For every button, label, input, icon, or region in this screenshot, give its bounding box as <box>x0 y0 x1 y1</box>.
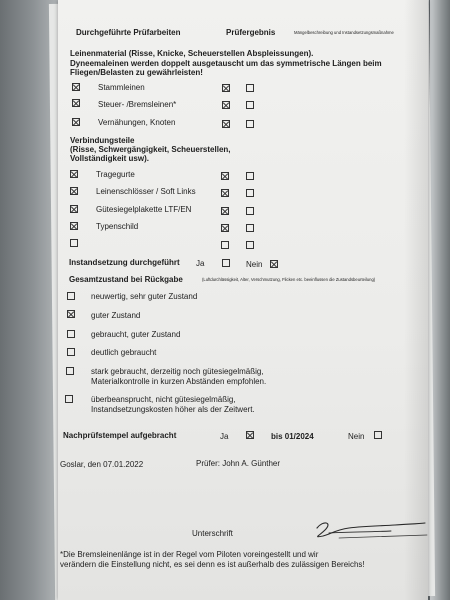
checkbox-stammleinen-ok[interactable] <box>222 84 230 92</box>
checkbox-steuerleinen-pruefung[interactable] <box>72 99 80 107</box>
checkbox-leinenschloesser-ok[interactable] <box>221 189 229 197</box>
section-title-leinenmaterial: Leinenmaterial (Risse, Knicke, Scheuerstellen Abspleissungen). <box>70 49 314 58</box>
checkbox-instandsetzung-nein[interactable] <box>270 260 278 268</box>
item-label-leinenschloesser: Leinenschlösser / Soft Links <box>96 187 196 196</box>
checkbox-leer-pruefung[interactable] <box>70 239 78 247</box>
option-label-stark-gebraucht-line-2: Materialkontrolle in kurzen Abständen empfohlen. <box>91 377 267 386</box>
checkbox-tragegurte-pruefung[interactable] <box>70 170 78 178</box>
checkbox-guetesiegel-ok[interactable] <box>221 207 229 215</box>
checkbox-zustand-gebraucht-gut[interactable] <box>67 330 75 338</box>
checkbox-zustand-ueberbeansprucht[interactable] <box>65 395 73 403</box>
footnote-line-1: *Die Bremsleinenlänge ist in der Regel vom Piloten voreingestellt und wir <box>60 550 319 559</box>
checkbox-typenschild-ok[interactable] <box>221 224 229 232</box>
header-durchgefuehrte-pruefarbeiten: Durchgeführte Prüfarbeiten <box>76 28 181 37</box>
header-pruefergebnis: Prüfergebnis <box>226 28 276 37</box>
checkbox-leinenschloesser-pruefung[interactable] <box>70 187 78 195</box>
checkbox-steuerleinen-nicht-ok[interactable] <box>246 101 254 109</box>
leinen-note-line-2: Fliegen/Belasten zu gewährleisten! <box>70 68 203 77</box>
item-label-steuerleinen: Steuer- /Bremsleinen* <box>98 100 177 109</box>
checkbox-stempel-ja[interactable] <box>246 431 254 439</box>
item-label-vernaehungen: Vernähungen, Knoten <box>98 118 176 127</box>
checkbox-zustand-gut[interactable] <box>67 310 75 318</box>
gesamtzustand-note: (Luftdurchlässigkeit, Alter, Verschmutzung, Flicken etc. beeinflussen die Zustandsbeurteilung) <box>202 277 376 282</box>
pruefer-name: Prüfer: John A. Günther <box>196 459 281 468</box>
ort-datum: Goslar, den 07.01.2022 <box>60 460 144 469</box>
option-label-guter-zustand: guter Zustand <box>91 311 141 320</box>
item-label-tragegurte: Tragegurte <box>96 170 135 179</box>
instandsetzung-label: Instandsetzung durchgeführt <box>69 258 180 267</box>
checkbox-typenschild-pruefung[interactable] <box>70 222 78 230</box>
checkbox-steuerleinen-ok[interactable] <box>222 101 230 109</box>
footnote-line-2: verändern die Einstellung nicht, es sei denn es ist außerhalb des zulässigen Bereichs! <box>60 560 365 569</box>
checkbox-leer-nicht-ok[interactable] <box>246 241 254 249</box>
checkbox-leinenschloesser-nicht-ok[interactable] <box>246 189 254 197</box>
stempel-ja-label: Ja <box>220 432 229 441</box>
checkbox-vernaehungen-pruefung[interactable] <box>72 118 80 126</box>
option-label-gebraucht-gut: gebraucht, guter Zustand <box>91 330 181 339</box>
item-label-stammleinen: Stammleinen <box>98 83 145 92</box>
section-title-verbindungsteile: Verbindungsteile <box>70 136 135 145</box>
item-label-guetesiegelplakette: Gütesiegelplakette LTF/EN <box>96 205 192 214</box>
leinen-note-line-1: Dyneemaleinen werden doppelt ausgetauscht um das symmetrische Längen beim <box>70 59 382 68</box>
instandsetzung-nein-label: Nein <box>246 260 263 269</box>
checkbox-vernaehungen-nicht-ok[interactable] <box>246 120 254 128</box>
verbindung-title-line-3: Vollständigkeit usw). <box>70 154 149 163</box>
checkbox-guetesiegel-pruefung[interactable] <box>70 205 78 213</box>
handwritten-signature <box>309 516 429 542</box>
checkbox-leer-ok[interactable] <box>221 241 229 249</box>
nachpruefstempel-label: Nachprüfstempel aufgebracht <box>63 431 177 440</box>
option-label-ueberbeansprucht: überbeansprucht, nicht gütesiegelmäßig, <box>91 395 236 404</box>
item-label-typenschild: Typenschild <box>96 222 139 231</box>
checkbox-stempel-nein[interactable] <box>374 431 382 439</box>
checkbox-zustand-deutlich-gebraucht[interactable] <box>67 348 75 356</box>
option-label-deutlich-gebraucht: deutlich gebraucht <box>91 348 157 357</box>
checkbox-instandsetzung-ja[interactable] <box>222 259 230 267</box>
verbindung-title-line-2: (Risse, Schwergängigkeit, Scheuerstellen, <box>70 145 231 154</box>
option-label-ueberbeansprucht-line-2: Instandsetzungskosten höher als der Zeitwert. <box>91 405 255 414</box>
checkbox-tragegurte-nicht-ok[interactable] <box>246 172 254 180</box>
checkbox-zustand-neuwertig[interactable] <box>67 292 75 300</box>
inspection-form-page <box>58 0 428 600</box>
checkbox-stammleinen-nicht-ok[interactable] <box>246 84 254 92</box>
option-label-neuwertig: neuwertig, sehr guter Zustand <box>91 292 198 301</box>
option-label-stark-gebraucht: stark gebraucht, derzeitig noch gütesiegelmäßig, <box>91 367 264 376</box>
checkbox-guetesiegel-nicht-ok[interactable] <box>246 207 254 215</box>
unterschrift-label: Unterschrift <box>192 529 233 538</box>
checkbox-typenschild-nicht-ok[interactable] <box>246 224 254 232</box>
checkbox-zustand-stark-gebraucht[interactable] <box>66 367 74 375</box>
section-title-gesamtzustand: Gesamtzustand bei Rückgabe <box>69 275 183 284</box>
header-maengelbeschreibung: Mängelbeschreibung und Instandsetzungsmaßnahme <box>294 30 394 35</box>
stempel-nein-label: Nein <box>348 432 365 441</box>
checkbox-stammleinen-pruefung[interactable] <box>72 83 80 91</box>
instandsetzung-ja-label: Ja <box>196 259 205 268</box>
checkbox-tragegurte-ok[interactable] <box>221 172 229 180</box>
stempel-bis-datum: bis 01/2024 <box>271 432 314 441</box>
checkbox-vernaehungen-ok[interactable] <box>222 120 230 128</box>
